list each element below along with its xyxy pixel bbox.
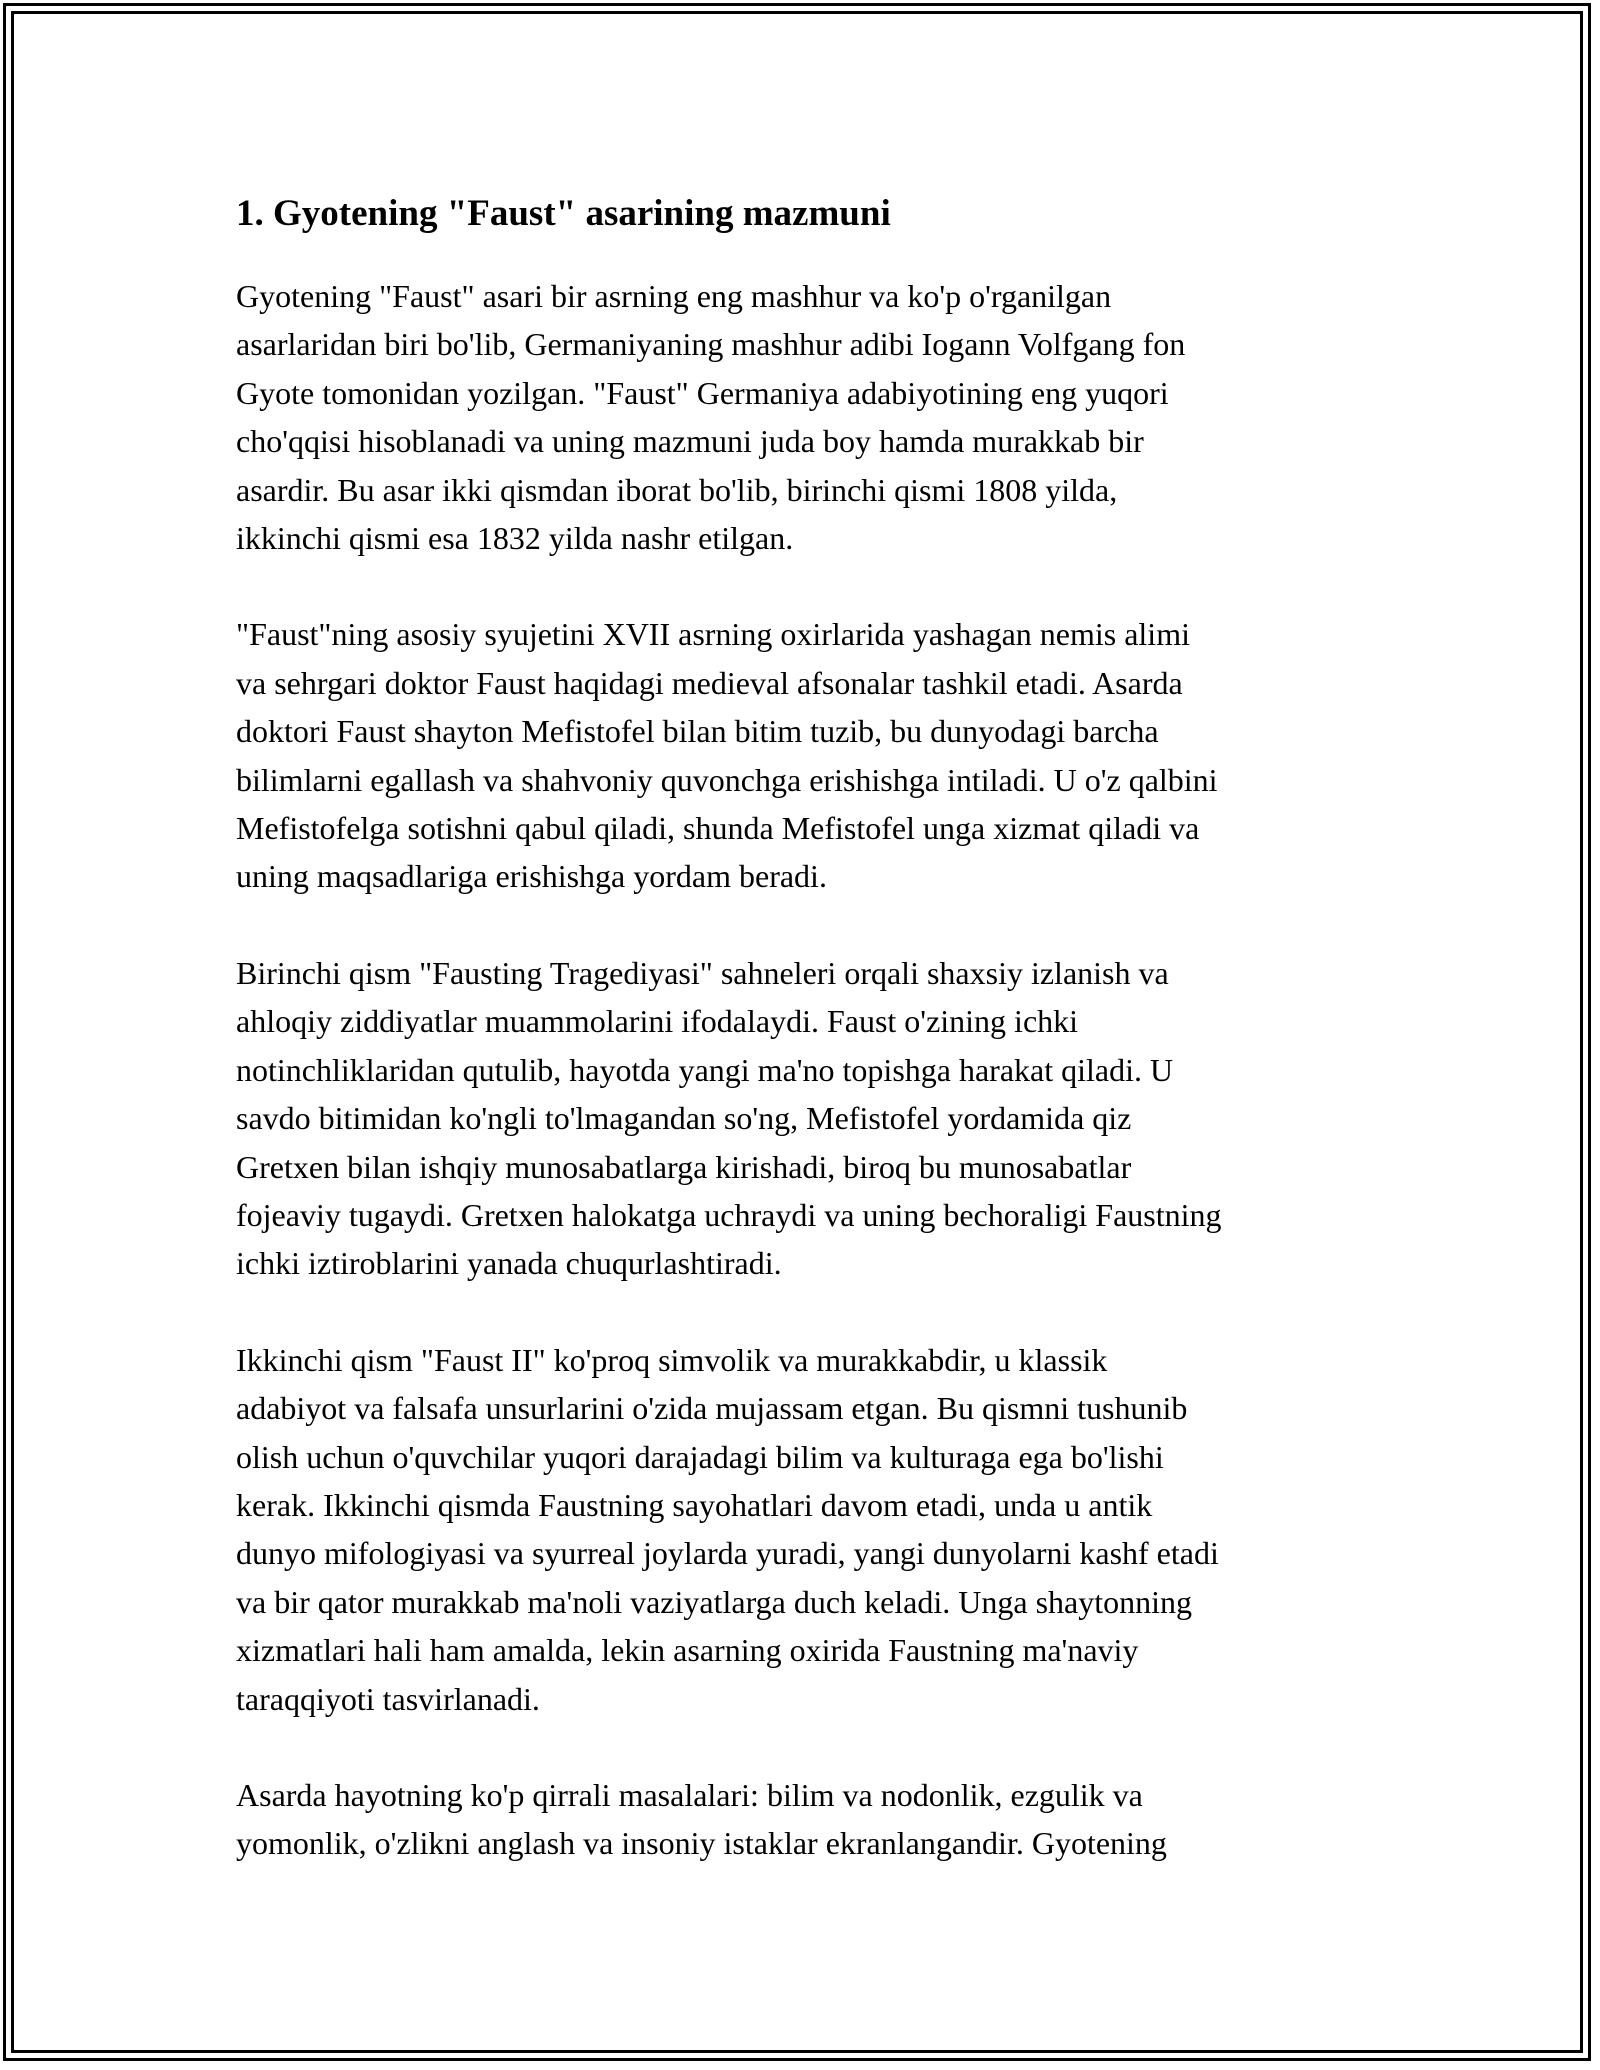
paragraph-5: Asarda hayotning ko'p qirrali masalalari: bilim va nodonlik, ezgulik va yomonlik, o'zlikni anglash va insoniy istaklar ekranlangandir. Gyotening [236,1776,1167,1862]
document-body [236,188,1376,1916]
paragraph-3: Birinchi qism "Fausting Tragediyasi" sahneleri orqali shaxsiy izlanish va ahloqiy ziddiyatlar muammolarini ifodalaydi. Faust o'zining ichki notinchliklaridan qutulib, hayotda yangi ma'no topishga harakat qiladi. U savdo bitimidan ko'ngli to'lmagandan so'ng, Mefistofel yordamida qiz Gretxen bilan ishqiy munosabatlarga kirishadi, biroq bu munosabatlar fojeaviy tugaydi. Gretxen halokatga uchraydi va uning bechoraligi Faustning ichki iztiroblarini yanada chuqurlashtiradi. [236,954,1222,1282]
section-heading: 1. Gyotening "Faust" asarining mazmuni [236,193,891,234]
paragraph-2: "Faust"ning asosiy syujetini XVII asrning oxirlarida yashagan nemis alimi va sehrgari doktor Faust haqidagi medieval afsonalar tashkil etadi. Asarda doktori Faust shayton Mefistofel bilan bitim tuzib, bu dunyodagi barcha bilimlarni egallash va shahvoniy quvonchga erishishga intiladi. U o'z qalbini Mefistofelga sotishni qabul qiladi, shunda Mefistofel unga xizmat qiladi va uning maqsadlariga erishishga yordam beradi. [236,616,1218,895]
paragraph-4: Ikkinchi qism "Faust II" ko'proq simvolik va murakkabdir, u klassik adabiyot va falsafa unsurlarini o'zida mujassam etgan. Bu qismni tushunib olish uchun o'quvchilar yuqori darajadagi bilim va kulturaga ega bo'lishi kerak. Ikkinchi qismda Faustning sayohatlari davom etadi, unda u antik dunyo mifologiyasi va syurreal joylarda yuradi, yangi dunyolarni kashf etadi va bir qator murakkab ma'noli vaziyatlarga duch keladi. Unga shaytonning xizmatlari hali ham amalda, lekin asarning oxirida Faustning ma'naviy taraqqiyoti tasvirlanadi. [236,1341,1219,1717]
paragraph-1: Gyotening "Faust" asari bir asrning eng mashhur va ko'p o'rganilgan asarlaridan biri bo'lib, Germaniyaning mashhur adibi Iogann Volfgang fon Gyote tomonidan yozilgan. "Faust" Germaniya adabiyotining eng yuqori cho'qqisi hisoblanadi va uning mazmuni juda boy hamda murakkab bir asardir. Bu asar ikki qismdan iborat bo'lib, birinchi qismi 1808 yilda, ikkinchi qismi esa 1832 yilda nashr etilgan. [236,278,1186,557]
